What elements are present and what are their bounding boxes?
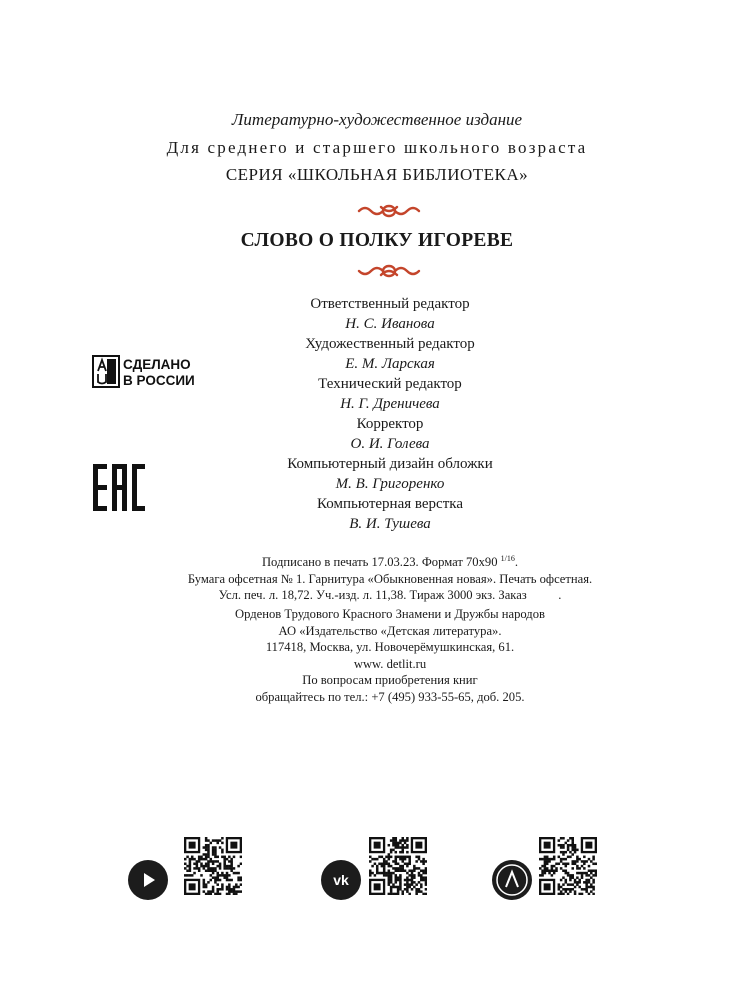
contacts-line1: По вопросам приобретения книг <box>302 673 478 687</box>
ornament-bottom <box>357 262 421 280</box>
format-fraction: 1/16 <box>500 554 515 563</box>
credit-name: М. В. Григоренко <box>335 476 445 492</box>
credit-name: Н. Г. Дреничева <box>340 396 440 412</box>
credits-block <box>190 294 590 534</box>
credit-role: Ответственный редактор <box>310 296 470 312</box>
vk-icon[interactable] <box>321 860 361 900</box>
credit-role: Компьютерный дизайн обложки <box>287 456 493 472</box>
sheets-line: Усл. печ. л. 18,72. Уч.-изд. л. 11,38. Тираж 3000 экз. Заказ . <box>218 588 562 603</box>
made-logo-line1: СДЕЛАНО <box>123 357 191 372</box>
signed-line: Подписано в печать 17.03.23. Формат 70х90 <box>261 555 498 570</box>
youtube-icon[interactable] <box>128 860 168 900</box>
series-name: СЕРИЯ «ШКОЛЬНАЯ БИБЛИОТЕКА» <box>225 165 529 184</box>
credit-role: Корректор <box>356 416 424 432</box>
publisher-block <box>150 606 630 672</box>
credit-name: Н. С. Иванова <box>345 316 435 332</box>
credit-name: Е. М. Ларская <box>345 356 435 372</box>
detlit-icon[interactable] <box>492 860 532 900</box>
publisher-orders: Орденов Трудового Красного Знамени и Дружбы народов <box>235 607 545 621</box>
qr-code-detlit[interactable] <box>539 837 597 895</box>
qr-code-youtube[interactable] <box>184 837 242 895</box>
qr-code-vk[interactable] <box>369 837 427 895</box>
book-title: СЛОВО О ПОЛКУ ИГОРЕВЕ <box>240 230 514 251</box>
publisher-name: АО «Издательство «Детская литература». <box>278 623 502 638</box>
svg-text:vk: vk <box>333 872 349 888</box>
credit-name: О. И. Голева <box>350 436 430 452</box>
publisher-address: 117418, Москва, ул. Новочерёмушкинская, 61. <box>265 640 515 654</box>
credit-name: В. И. Тушева <box>349 516 431 532</box>
edition-type: Литературно-художественное издание <box>231 110 523 129</box>
contacts-line2: обращайтесь по тел.: +7 (495) 933-55-65, доб. 205. <box>255 689 525 704</box>
imprint-block: Подписано в печать 17.03.23. Формат 70х90 $^{1/16}$. Бумага офсетная № 1. Гарнитура «Обыкновенная новая». Печать офсетная. Усл. печ. л. 18,72. Уч.-изд. л. 11,38. Тираж 3000 экз. Заказ . <box>150 551 630 604</box>
made-in-russia-logo <box>92 355 204 388</box>
eac-logo <box>93 464 145 511</box>
paper-line: Бумага офсетная № 1. Гарнитура «Обыкновенная новая». Печать офсетная. <box>187 571 593 586</box>
ornament-top <box>357 202 421 220</box>
contacts-block <box>150 672 630 705</box>
age-group: Для среднего и старшего школьного возраста <box>166 138 588 157</box>
credit-role: Технический редактор <box>318 376 462 392</box>
credit-role: Художественный редактор <box>305 336 475 352</box>
credit-role: Компьютерная верстка <box>317 496 463 512</box>
publisher-website: www. detlit.ru <box>353 656 427 671</box>
made-logo-line2: В РОССИИ <box>123 373 195 388</box>
